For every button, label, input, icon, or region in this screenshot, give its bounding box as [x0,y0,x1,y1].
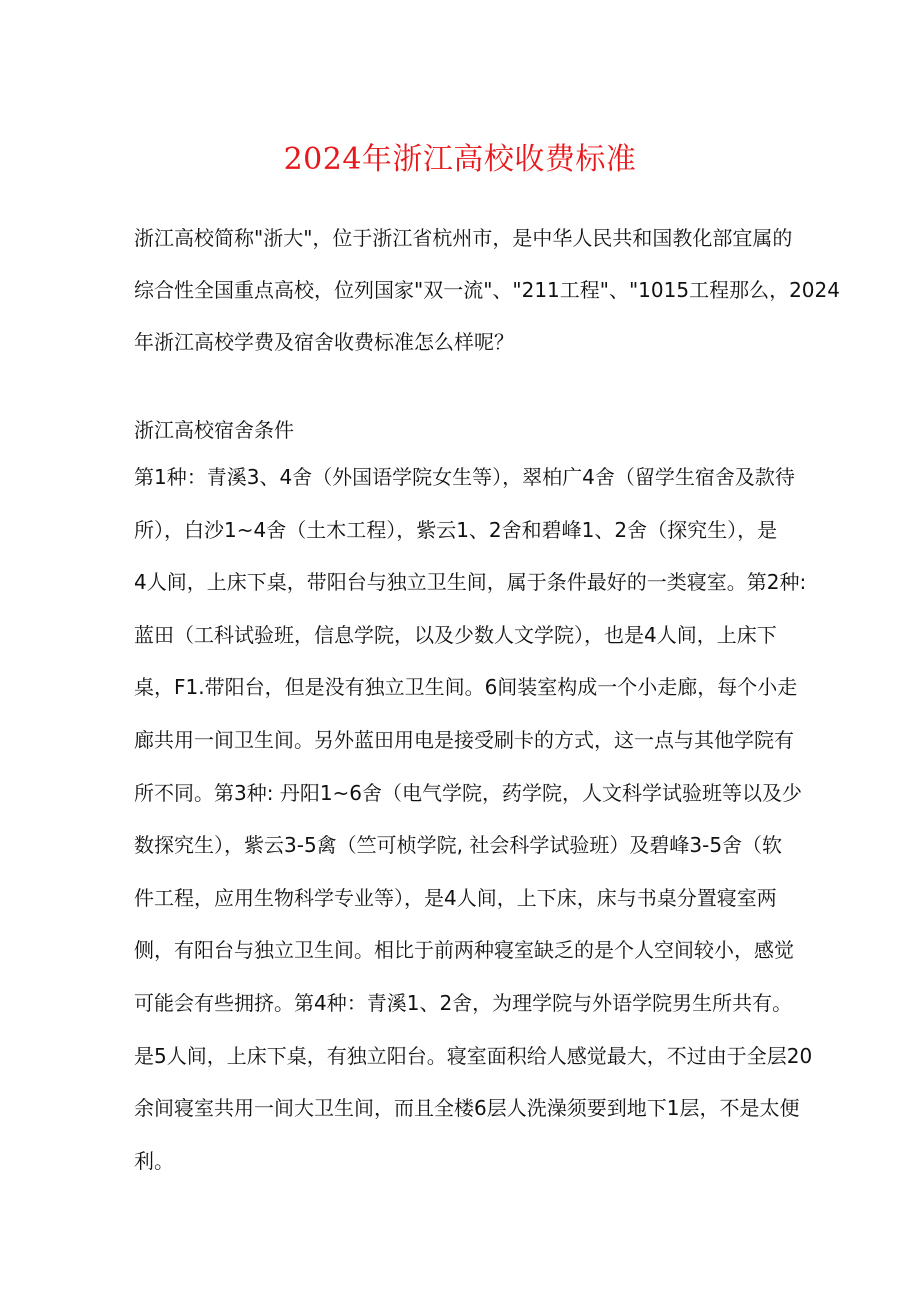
detail-line: 数探究生），紫云3-5禽（竺可桢学院, 社会科学试验班）及碧峰3-5舍（软 [134,833,783,858]
detail-line: 利。 [134,1148,174,1173]
intro-line: 年浙江高校学费及宿舍收费标准怎么样呢？ [134,330,514,354]
detail-line: 侧，有阳台与独立卫生间。相比于前两种寝室缺乏的是个人空间较小，感觉 [134,938,794,963]
detail-line: 4人间，上床下桌，带阳台与独立卫生间，属于条件最好的一类寝室。第2种: [134,570,807,595]
intro-line: 浙江高校简称"浙大"，位于浙江省杭州市，是中华人民共和国教化部宜属的 [134,226,793,250]
detail-line: 所），白沙1~4舍（土木工程），紫云1、2舍和碧峰1、2舍（探究生），是 [134,517,778,542]
intro-paragraph [134,212,840,368]
intro-line: 综合性全国重点高校，位列国家"双一流"、"211工程"、"1015工程那么，2024 [134,278,840,302]
detail-line: 是5人间，上床下桌，有独立阳台。寝室面积给人感觉最大，不过由于全层20 [134,1043,813,1068]
detail-line: 桌，F1.带阳台，但是没有独立卫生间。6间装室构成一个小走廊，每个小走 [134,675,798,700]
detail-line: 所不同。第3种: 丹阳1~6舍（电气学院，药学院，人文科学试验班等以及少 [134,780,803,805]
detail-line: 余间寝室共用一间大卫生间，而且全楼6层人洗澡须要到地下1层，不是太便 [134,1096,800,1121]
detail-line: 蓝田（工科试验班，信息学院，以及少数人文学院），也是4人间，上床下 [134,622,777,647]
dormitory-details-paragraph [134,451,813,1187]
detail-line: 件工程，应用生物科学专业等），是4人间，上下床，床与书桌分置寝室两 [134,885,777,910]
detail-line: 可能会有些拥挤。第4种：青溪1、2舍，为理学院与外语学院男生所共有。 [134,990,793,1015]
detail-line: 廊共用一间卫生间。另外蓝田用电是接受刷卡的方式，这一点与其他学院有 [134,727,794,752]
section-heading: 浙江高校宿舍条件 [134,418,294,442]
detail-line: 第1种：青溪3、4舍（外国语学院女生等），翠柏广4舍（留学生宿舍及款待 [134,465,795,489]
document-title: 2024年浙江高校收费标准 [283,142,637,177]
